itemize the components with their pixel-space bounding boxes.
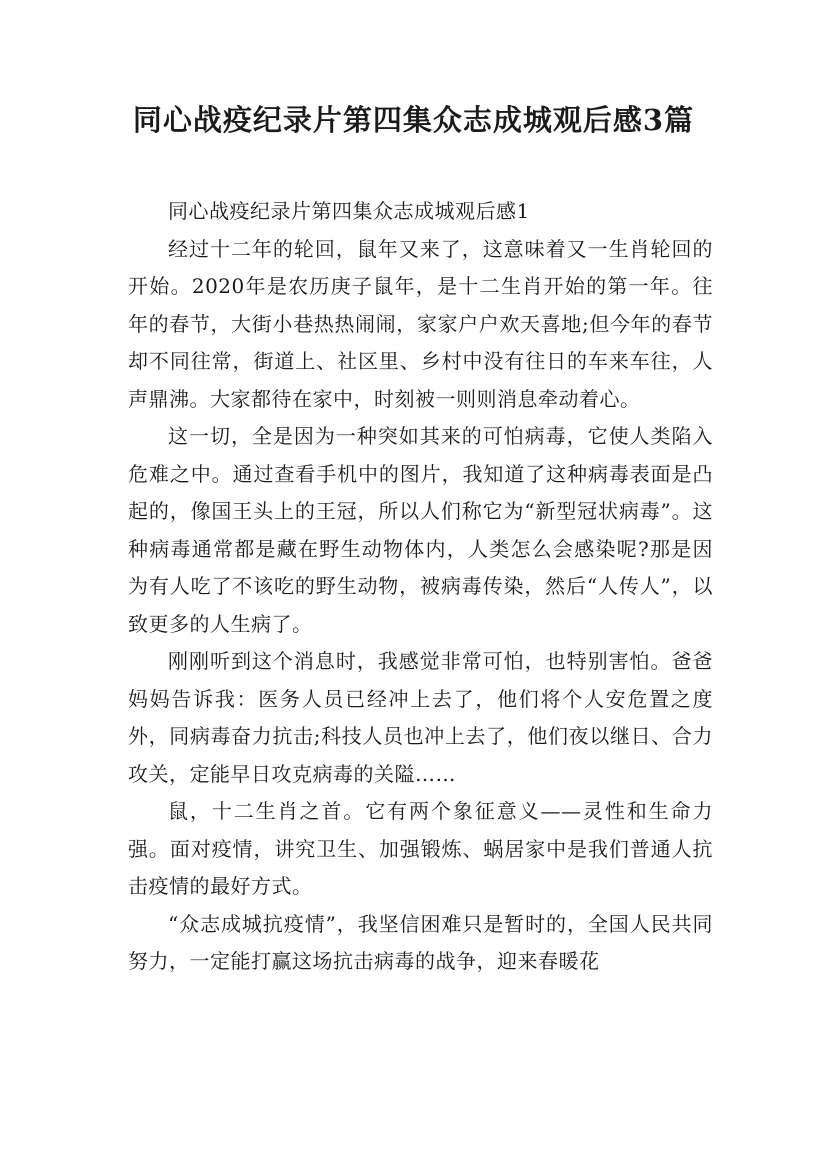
body-paragraph: 这一切，全是因为一种突如其来的可怕病毒，它使人类陷入危难之中。通过查看手机中的图片，我知道了这种病毒表面是凸起的，像国王头上的王冠，所以人们称它为“新型冠状病毒”。这种病毒通常都是藏在野生动物体内，人类怎么会感染呢?那是因为有人吃了不该吃的野生动物，被病毒传染，然后“人传人”，以致更多的人生病了。 [128,424,713,636]
document-body [128,193,713,981]
body-paragraph: 经过十二年的轮回，鼠年又来了，这意味着又一生肖轮回的开始。2020年是农历庚子鼠年，是十二生肖开始的第一年。往年的春节，大街小巷热热闹闹，家家户户欢天喜地;但今年的春节却不同往常，街道上、社区里、乡村中没有往日的车来车往，人声鼎沸。大家都待在家中，时刻被一则则消息牵动着心。 [128,236,713,411]
body-paragraph: 鼠，十二生肖之首。它有两个象征意义——灵性和生命力强。面对疫情，讲究卫生、加强锻炼、蜗居家中是我们普通人抗击疫情的最好方式。 [128,799,713,898]
section-heading: 同心战疫纪录片第四集众志成城观后感1 [168,199,530,223]
body-paragraph: “众志成城抗疫情”，我坚信困难只是暂时的，全国人民共同努力，一定能打赢这场抗击病毒的战争，迎来春暖花 [128,911,713,973]
body-paragraph: 刚刚听到这个消息时，我感觉非常可怕，也特别害怕。爸爸妈妈告诉我：医务人员已经冲上去了，他们将个人安危置之度外，同病毒奋力抗击;科技人员也冲上去了，他们夜以继日、合力攻关，定能早日攻克病毒的关隘…… [128,649,713,786]
document-title: 同心战疫纪录片第四集众志成城观后感3篇 [132,103,695,137]
